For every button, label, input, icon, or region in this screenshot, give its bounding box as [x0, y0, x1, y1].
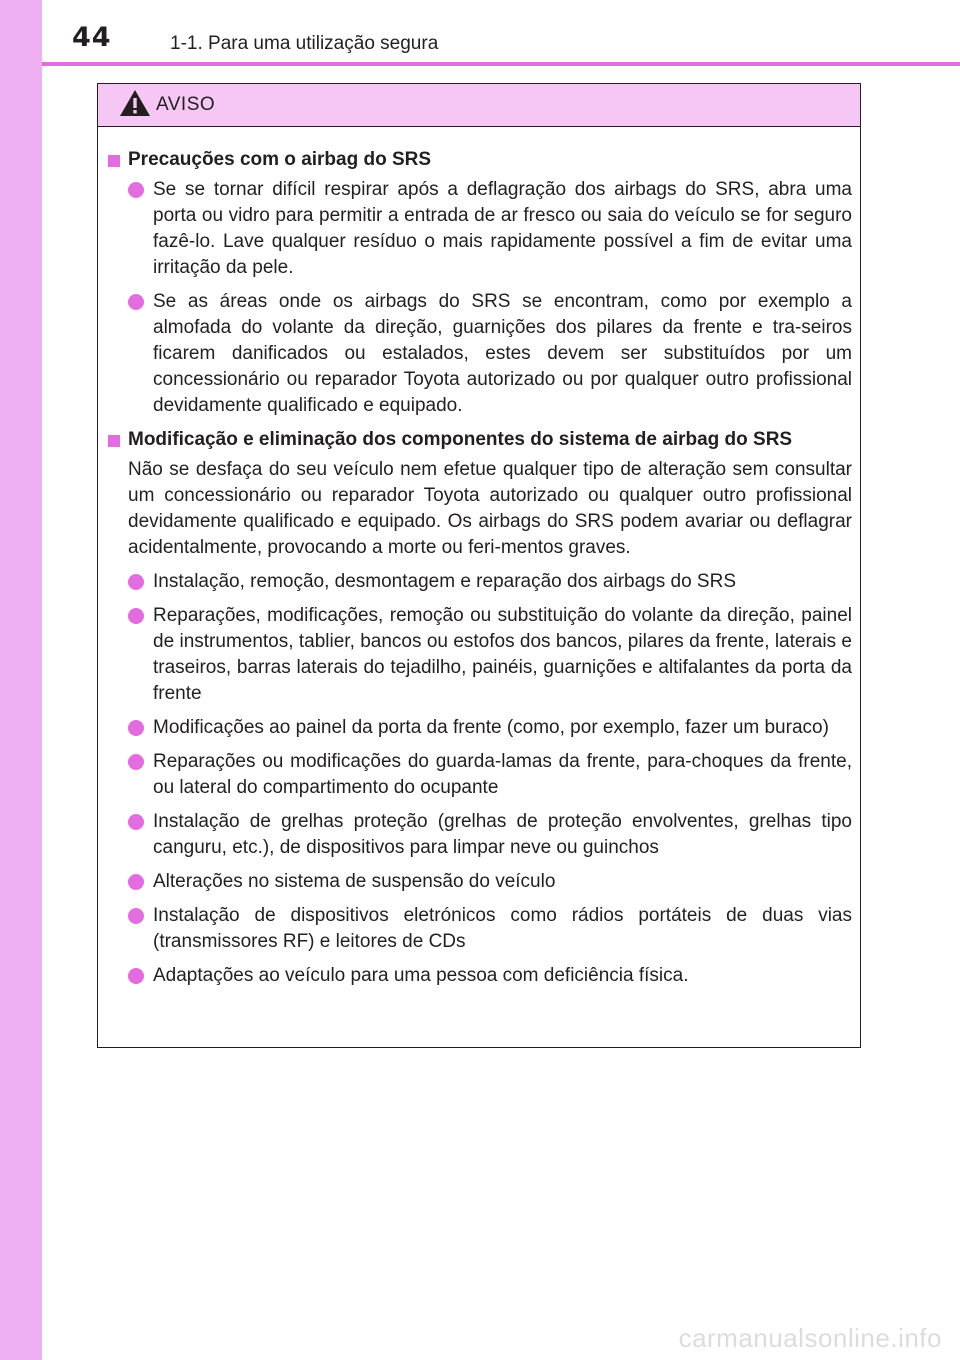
circle-bullet-icon — [128, 968, 144, 984]
list-item — [108, 903, 852, 955]
warning-header — [98, 84, 860, 127]
list-item-text: Instalação de dispositivos eletrónicos como rádios portáteis de duas vias (transmissores RF) e leitores de CDs — [153, 905, 852, 952]
list-item — [108, 749, 852, 801]
section-paragraph: Não se desfaça do seu veículo nem efetue qualquer tipo de alteração sem consultar um concessionário ou reparador Toyota autorizado ou qualquer outro profissional devidamente qualificado e equipado. Os airbags do SRS podem avariar ou deflagrar acidentalmente, provocando a morte ou feri-mentos graves. — [128, 459, 852, 558]
list-item-text: Instalação, remoção, desmontagem e reparação dos airbags do SRS — [153, 571, 736, 592]
list-item — [108, 177, 852, 281]
list-item — [108, 603, 852, 707]
side-color-strip — [0, 0, 42, 1360]
list-item-text: Alterações no sistema de suspensão do veículo — [153, 871, 556, 892]
watermark: carmanualsonline.info — [678, 1323, 942, 1353]
list-item-text: Se se tornar difícil respirar após a deflagração dos airbags do SRS, abra uma porta ou vidro para permitir a entrada de ar fresco ou saia do veículo se for seguro fazê-lo. Lave qualquer resíduo o mais rapidamente possível a fim de evitar uma irritação da pele. — [153, 179, 852, 278]
list-item-text: Instalação de grelhas proteção (grelhas de proteção envolventes, grelhas tipo canguru, etc.), de dispositivos para limpar neve ou guinchos — [153, 811, 852, 858]
circle-bullet-icon — [128, 574, 144, 590]
list-item — [108, 569, 852, 595]
list-item-text: Reparações, modificações, remoção ou substituição do volante da direção, painel de instrumentos, tablier, bancos ou estofos dos bancos, pilares da frente, laterais e traseiros, barras laterais do tejadilho, painéis, guarnições e altifalantes da porta da frente — [153, 605, 852, 704]
circle-bullet-icon — [128, 608, 144, 624]
circle-bullet-icon — [128, 294, 144, 310]
list-item-text: Reparações ou modificações do guarda-lamas da frente, para-choques da frente, ou lateral do compartimento do ocupante — [153, 751, 852, 798]
circle-bullet-icon — [128, 754, 144, 770]
header-rule — [42, 62, 960, 66]
square-bullet-icon — [108, 155, 120, 167]
list-item — [108, 289, 852, 419]
circle-bullet-icon — [128, 182, 144, 198]
list-item — [108, 715, 852, 741]
section-heading-srs-precautions — [108, 147, 852, 173]
page-number: 44 — [72, 22, 112, 53]
warning-box — [97, 83, 861, 1048]
warning-triangle-icon — [118, 88, 152, 118]
square-bullet-icon — [108, 435, 120, 447]
list-item — [108, 809, 852, 861]
section-heading-airbag-modification — [108, 427, 852, 453]
warning-content — [98, 127, 860, 1047]
circle-bullet-icon — [128, 908, 144, 924]
list-item-text: Adaptações ao veículo para uma pessoa com deficiência física. — [153, 965, 689, 986]
section-heading-text: Precauções com o airbag do SRS — [128, 149, 432, 170]
section-title: 1-1. Para uma utilização segura — [170, 33, 439, 54]
circle-bullet-icon — [128, 720, 144, 736]
list-item-text: Se as áreas onde os airbags do SRS se encontram, como por exemplo a almofada do volante da direção, guarnições dos pilares da frente e tra-seiros ficarem danificados ou estalados, estes devem ser substituídos por um concessionário ou reparador Toyota autorizado ou por qualquer outro profissional devidamente qualificado e equipado. — [153, 291, 852, 416]
list-item-text: Modificações ao painel da porta da frente (como, por exemplo, fazer um buraco) — [153, 717, 829, 738]
list-item — [108, 869, 852, 895]
section-heading-text: Modificação e eliminação dos componentes do sistema de airbag do SRS — [128, 429, 793, 450]
list-item — [108, 963, 852, 989]
circle-bullet-icon — [128, 874, 144, 890]
circle-bullet-icon — [128, 814, 144, 830]
warning-title: AVISO — [156, 94, 216, 115]
